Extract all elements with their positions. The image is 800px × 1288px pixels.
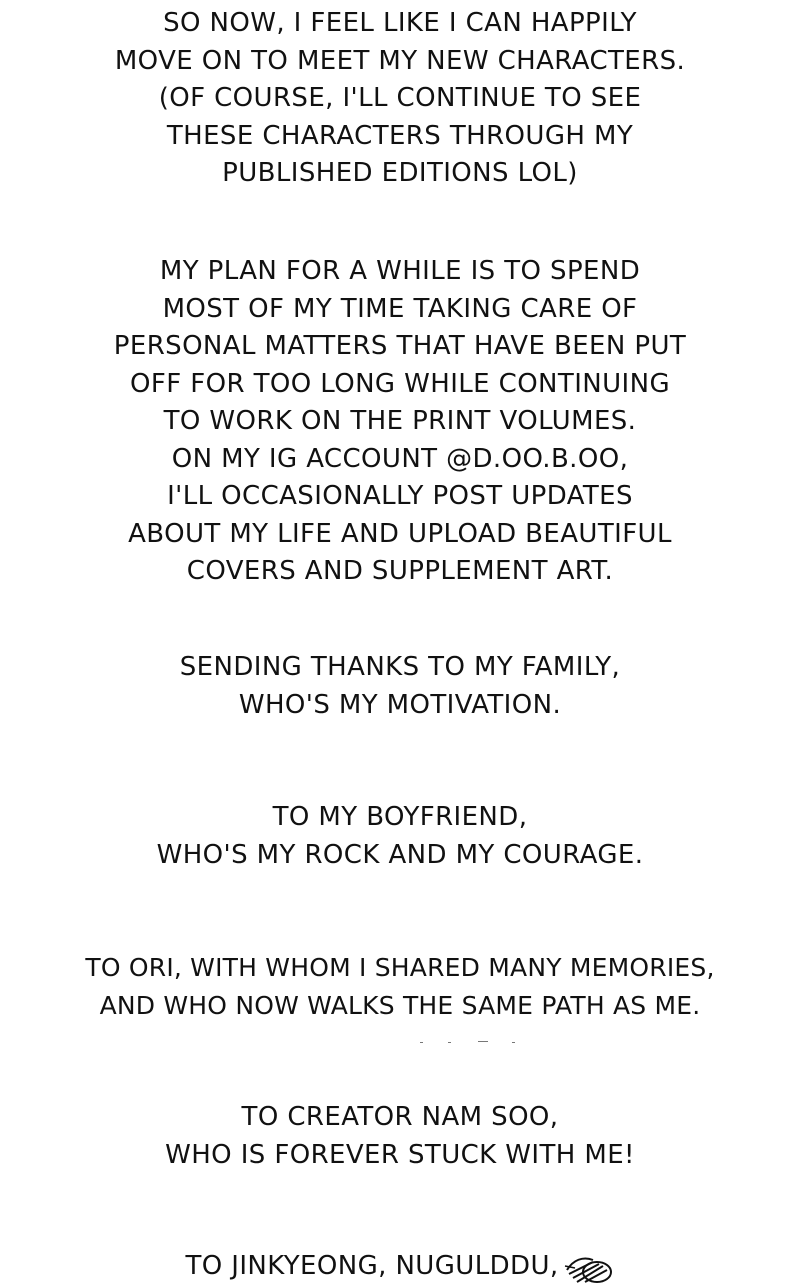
- text-line: I'LL OCCASIONALLY POST UPDATES: [167, 481, 633, 511]
- text-line: WHO'S MY ROCK AND MY COURAGE.: [156, 839, 644, 870]
- text-line: COVERS AND SUPPLEMENT ART.: [186, 556, 614, 586]
- text-line: PUBLISHED EDITIONS LOL): [222, 158, 578, 188]
- text-line: ABOUT MY LIFE AND UPLOAD BEAUTIFUL: [128, 518, 672, 549]
- paragraph-thanks-ori: [0, 949, 800, 1024]
- text-line: SO NOW, I FEEL LIKE I CAN HAPPILY: [163, 8, 637, 38]
- doodle-signature-icon: [563, 1252, 615, 1284]
- paragraph-plans: [0, 253, 800, 591]
- text-line: TO WORK ON THE PRINT VOLUMES.: [163, 406, 637, 436]
- text-line: PERSONAL MATTERS THAT HAVE BEEN PUT: [113, 331, 687, 361]
- text-line: ON MY IG ACCOUNT @D.OO.B.OO,: [171, 443, 629, 474]
- text-line: SENDING THANKS TO MY FAMILY,: [179, 652, 621, 682]
- text-line: MY PLAN FOR A WHILE IS TO SPEND: [159, 256, 641, 286]
- text-line: TO CREATOR NAM SOO,: [241, 1102, 559, 1132]
- text-line: AND WHO NOW WALKS THE SAME PATH AS ME.: [99, 990, 701, 1020]
- text-line: OFF FOR TOO LONG WHILE CONTINUING: [129, 368, 671, 399]
- text-line: WHO'S MY MOTIVATION.: [238, 689, 562, 720]
- text-line: TO JINKYEONG, NUGULDDU,: [185, 1251, 559, 1281]
- text-line: MOVE ON TO MEET MY NEW CHARACTERS.: [114, 45, 686, 76]
- paragraph-thanks-boyfriend: [0, 799, 800, 874]
- text-line: (OF COURSE, I'LL CONTINUE TO SEE: [158, 83, 642, 113]
- paragraph-moving-on: [0, 5, 800, 193]
- text-line: MOST OF MY TIME TAKING CARE OF: [162, 293, 638, 324]
- text-line: WHO IS FOREVER STUCK WITH ME!: [165, 1139, 635, 1170]
- text-line: THESE CHARACTERS THROUGH MY: [166, 120, 634, 151]
- text-line: TO MY BOYFRIEND,: [272, 802, 528, 832]
- paragraph-thanks-creator: [0, 1099, 800, 1174]
- paragraph-thanks-family: [0, 649, 800, 724]
- text-line: TO ORI, WITH WHOM I SHARED MANY MEMORIES,: [85, 953, 715, 982]
